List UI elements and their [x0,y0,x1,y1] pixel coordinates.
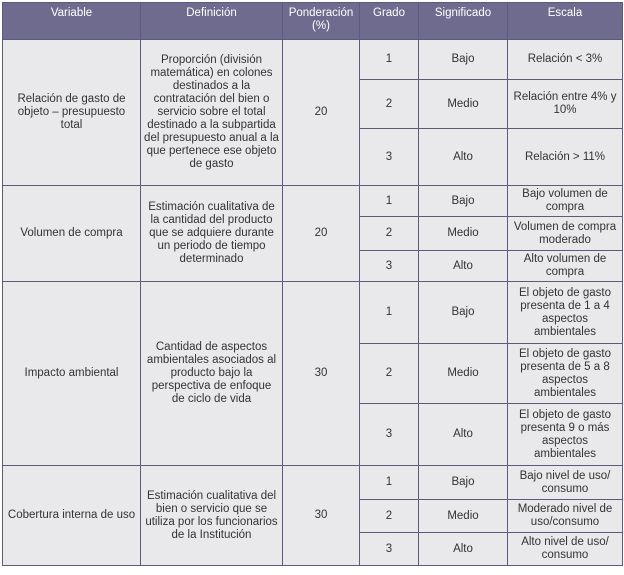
scale-cell: Relación < 3% [508,40,623,80]
grade-cell: 1 [360,466,419,500]
grade-cell: 2 [360,217,419,251]
meaning-cell: Alto [419,251,508,282]
meaning-cell: Bajo [419,40,508,80]
variable-cell: Impacto ambiental [3,282,141,466]
weight-cell: 30 [283,466,360,566]
weight-cell: 30 [283,282,360,466]
meaning-cell: Medio [419,344,508,404]
variable-cell: Cobertura interna de uso [3,466,141,566]
meaning-cell: Alto [419,129,508,186]
meaning-cell: Alto [419,404,508,466]
definition-cell: Proporción (división matemática) en colones destinados a la contratación del bien o servicio sobre el total destinado a la subpartida del presupuesto anual a la que pertenece ese objeto de gasto [141,40,283,186]
variable-cell: Volumen de compra [3,186,141,282]
grade-cell: 2 [360,500,419,533]
grade-cell: 3 [360,533,419,566]
scale-cell: Bajo volumen de compra [508,186,623,217]
header-escala: Escala [508,3,623,40]
meaning-cell: Bajo [419,186,508,217]
meaning-cell: Medio [419,80,508,129]
header-ponderacion: Ponderación (%) [283,3,360,40]
table-row [3,186,623,217]
scale-cell: El objeto de gasto presenta de 1 a 4 aspectos ambientales [508,282,623,344]
weight-cell: 20 [283,40,360,186]
grade-cell: 1 [360,40,419,80]
definition-cell: Estimación cualitativa de la cantidad del producto que se adquiere durante un periodo de tiempo determinado [141,186,283,282]
definition-cell: Estimación cualitativa del bien o servicio que se utiliza por los funcionarios de la Institución [141,466,283,566]
grade-cell: 1 [360,186,419,217]
header-definicion: Definición [141,3,283,40]
scale-cell: Alto nivel de uso/ consumo [508,533,623,566]
scale-cell: El objeto de gasto presenta de 5 a 8 aspectos ambientales [508,344,623,404]
table-row [3,466,623,500]
grade-cell: 3 [360,251,419,282]
scale-cell: Relación entre 4% y 10% [508,80,623,129]
grade-cell: 2 [360,344,419,404]
scale-cell: Alto volumen de compra [508,251,623,282]
meaning-cell: Bajo [419,466,508,500]
meaning-cell: Bajo [419,282,508,344]
table-row [3,40,623,80]
meaning-cell: Medio [419,500,508,533]
criteria-table [2,2,623,566]
grade-cell: 3 [360,129,419,186]
scale-cell: Bajo nivel de uso/ consumo [508,466,623,500]
meaning-cell: Alto [419,533,508,566]
grade-cell: 2 [360,80,419,129]
weight-cell: 20 [283,186,360,282]
scale-cell: Moderado nivel de uso/consumo [508,500,623,533]
grade-cell: 1 [360,282,419,344]
header-grado: Grado [360,3,419,40]
header-variable: Variable [3,3,141,40]
scale-cell: El objeto de gasto presenta 9 o más aspectos ambientales [508,404,623,466]
definition-cell: Cantidad de aspectos ambientales asociados al producto bajo la perspectiva de enfoque de ciclo de vida [141,282,283,466]
scale-cell: Relación > 11% [508,129,623,186]
scale-cell: Volumen de compra moderado [508,217,623,251]
grade-cell: 3 [360,404,419,466]
header-significado: Significado [419,3,508,40]
header-row [3,3,623,40]
table-row [3,282,623,344]
meaning-cell: Medio [419,217,508,251]
variable-cell: Relación de gasto de objeto – presupuesto total [3,40,141,186]
